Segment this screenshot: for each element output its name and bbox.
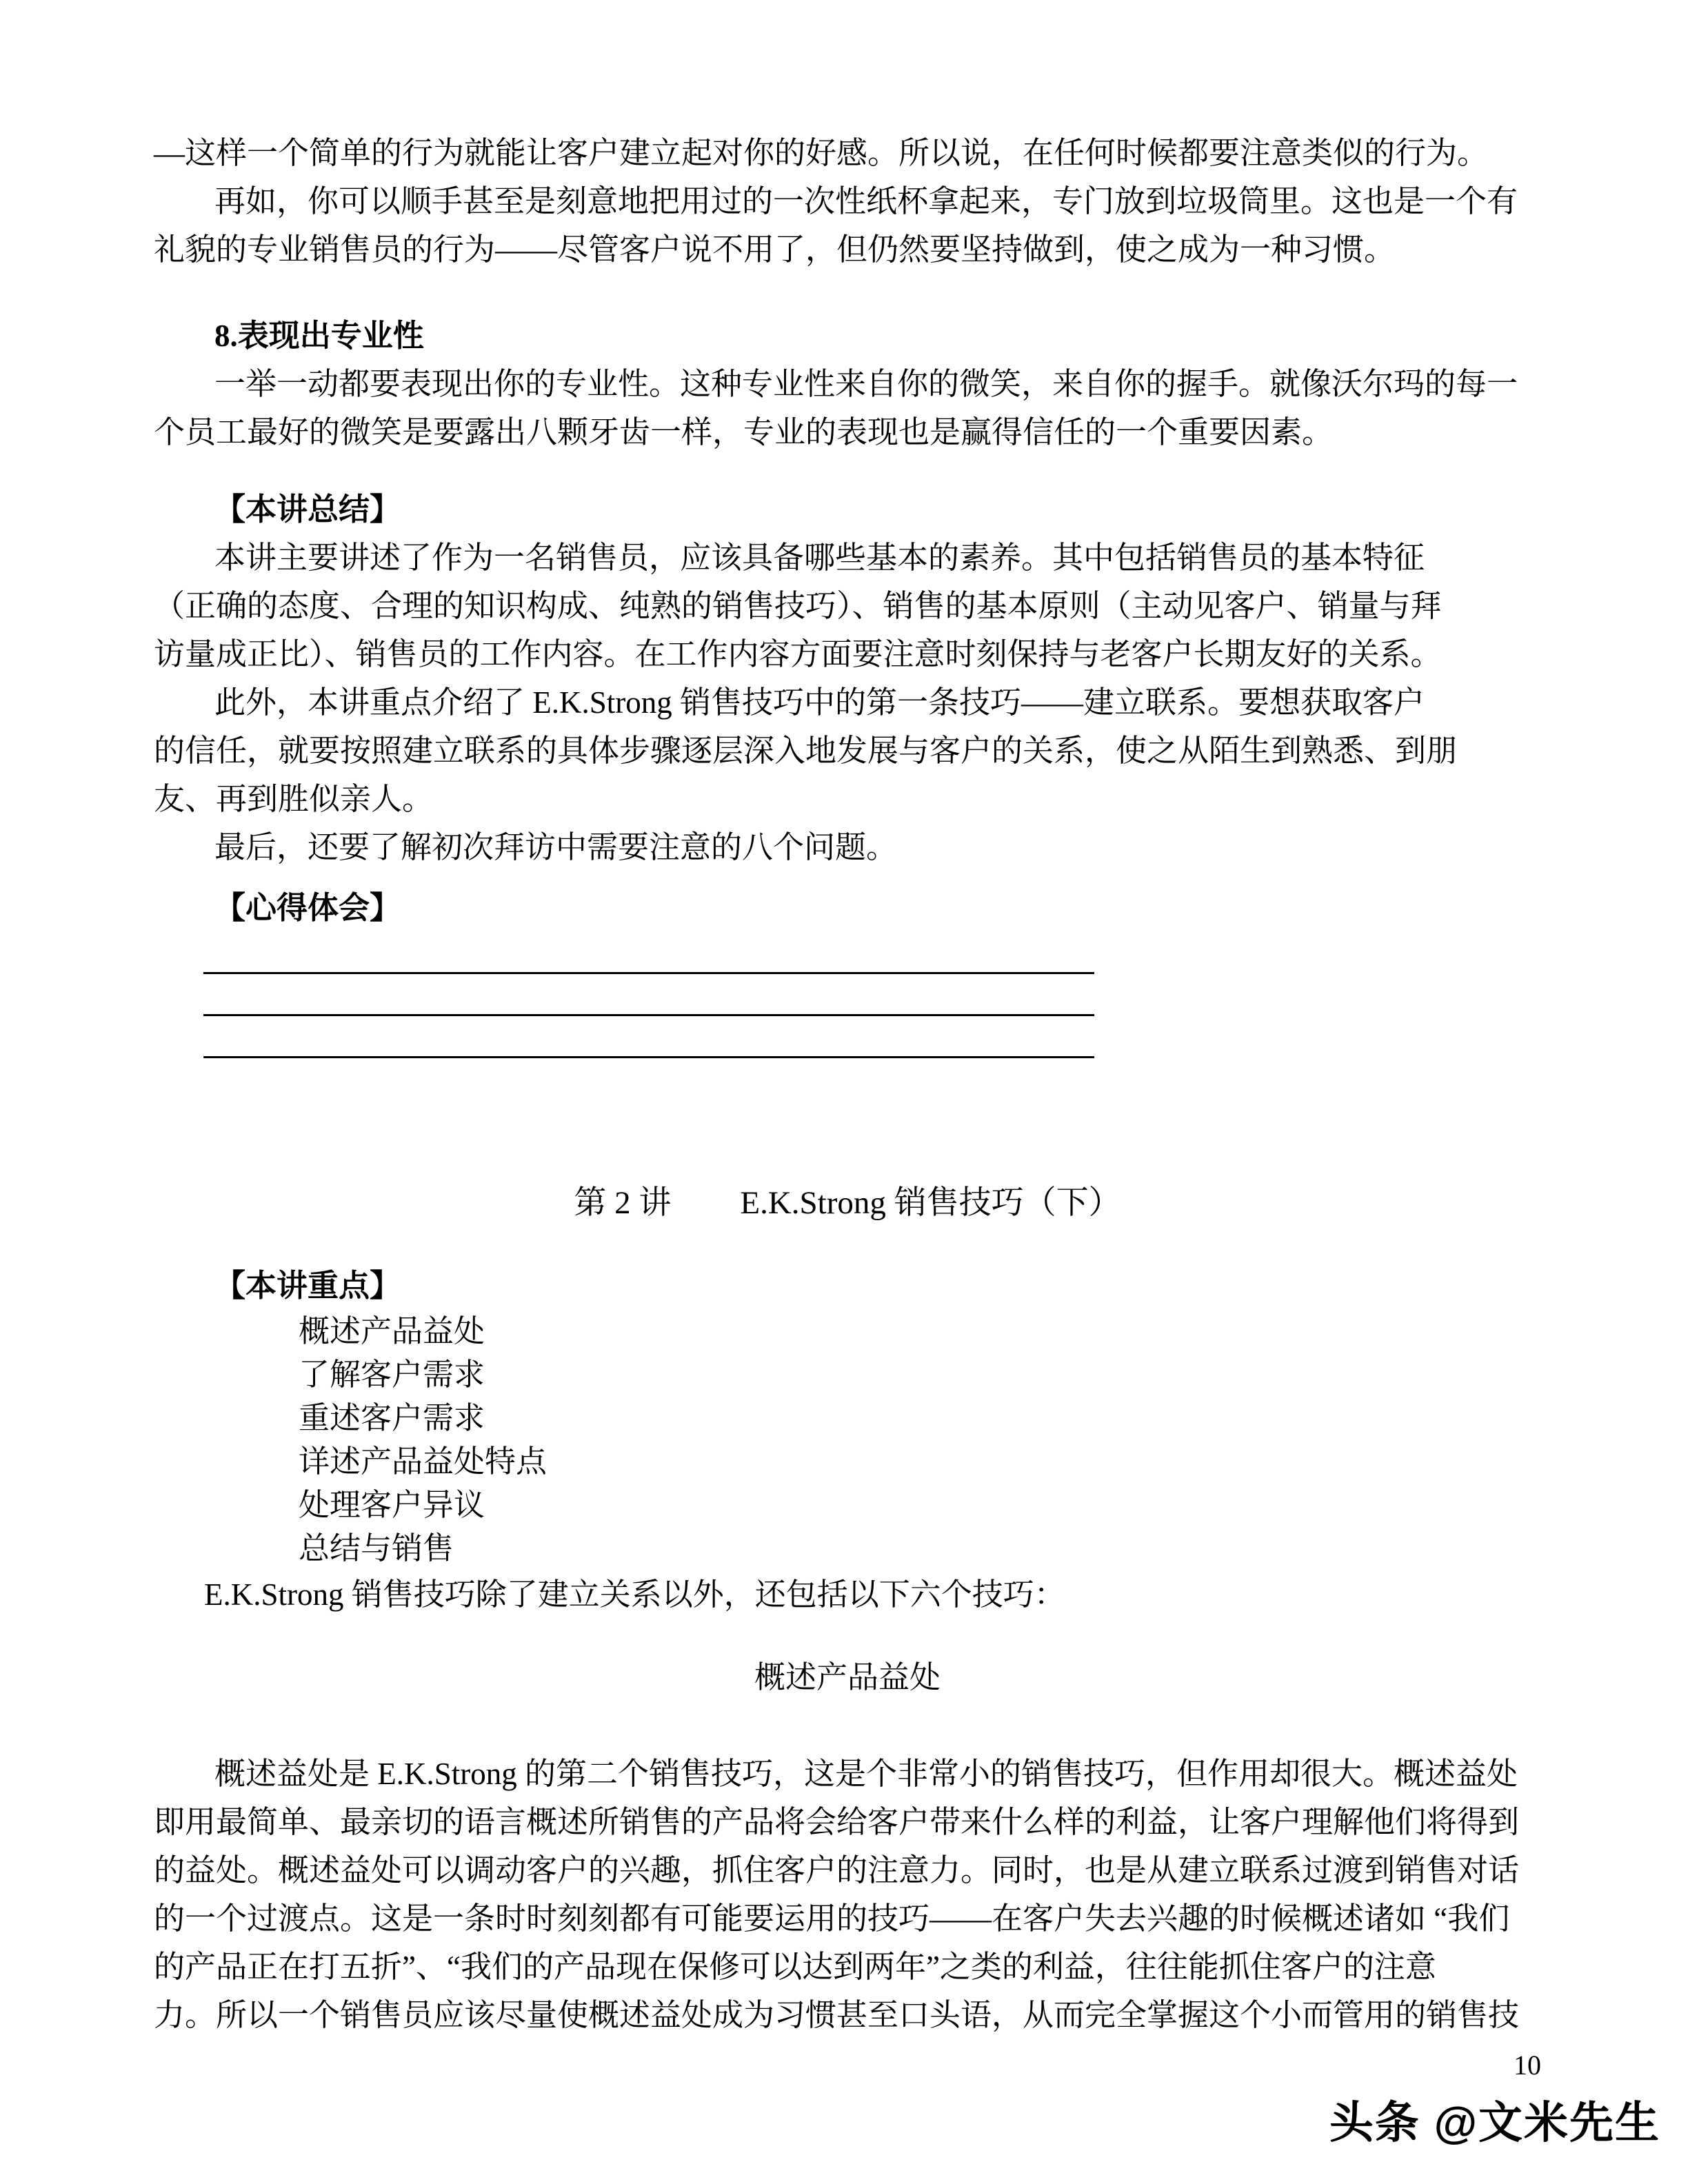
- body-text-line: 即用最简单、最亲切的语言概述所销售的产品将会给客户带来什么样的利益，让客户理解他们将得到: [154, 1805, 1520, 1839]
- key-point-item: 概述产品益处: [299, 1314, 485, 1348]
- paragraph-benefits: [154, 1750, 1541, 2039]
- paragraph-summary-1: [154, 534, 1541, 678]
- paragraph-summary-2: [154, 678, 1541, 823]
- body-text-line: —这样一个简单的行为就能让客户建立起对你的好感。所以说，在任何时候都要注意类似的行为。: [154, 136, 1489, 170]
- section-heading-lecture-summary: 【本讲总结】: [214, 492, 401, 527]
- key-point-item: 重述客户需求: [299, 1401, 485, 1435]
- key-point-item: 处理客户异议: [299, 1488, 485, 1522]
- section-heading-key-points: 【本讲重点】: [214, 1268, 401, 1303]
- body-text-line: 此外，本讲重点介绍了 E.K.Strong 销售技巧中的第一条技巧——建立联系。要想获取客户: [214, 685, 1425, 720]
- body-text-line: 的益处。概述益处可以调动客户的兴趣，抓住客户的注意力。同时，也是从建立联系过渡到销售对话: [154, 1853, 1520, 1888]
- writing-line: [203, 1016, 1094, 1058]
- body-text-line: 最后，还要了解初次拜访中需要注意的八个问题。: [214, 830, 898, 865]
- body-text-line: 访量成正比）、销售员的工作内容。在工作内容方面要注意时刻保持与老客户长期友好的关系。: [154, 637, 1442, 671]
- content-area: [154, 129, 1541, 2039]
- reflection-writing-area: [203, 932, 1094, 1058]
- chapter-name: E.K.Strong 销售技巧（下）: [740, 1185, 1121, 1221]
- body-text-line: 的信任，就要按照建立联系的具体步骤逐层深入地发展与客户的关系，使之从陌生到熟悉、到朋: [154, 734, 1458, 768]
- paragraph-summary-3: [154, 823, 1541, 871]
- key-points-list: [154, 1310, 1541, 1570]
- body-text-line: 的一个过渡点。这是一条时时刻刻都有可能要运用的技巧——在客户失去兴趣的时候概述诸如 “我们: [154, 1901, 1510, 1936]
- key-point-item: 总结与销售: [299, 1531, 454, 1566]
- body-text-line: 概述益处是 E.K.Strong 的第二个销售技巧，这是个非常小的销售技巧，但作用却很大。概述益处: [214, 1757, 1518, 1791]
- paragraph-continuation: [154, 129, 1541, 274]
- body-text-line: 再如，你可以顺手甚至是刻意地把用过的一次性纸杯拿起来，专门放到垃圾筒里。这也是一个有: [214, 184, 1518, 219]
- watermark: 头条 @文米先生: [1329, 2098, 1660, 2147]
- chapter-title: [154, 1179, 1541, 1227]
- writing-line: [203, 932, 1094, 974]
- page-number: 10: [1514, 2050, 1541, 2081]
- body-text-line: 友、再到胜似亲人。: [154, 782, 434, 816]
- chapter-number: 第 2 讲: [574, 1185, 672, 1221]
- body-text-line: 个员工最好的微笑是要露出八颗牙齿一样，专业的表现也是赢得信任的一个重要因素。: [154, 415, 1334, 449]
- body-text-line: 一举一动都要表现出你的专业性。这种专业性来自你的微笑，来自你的握手。就像沃尔玛的每一: [214, 367, 1518, 401]
- paragraph-professionalism: [154, 360, 1541, 456]
- section-heading-professionalism: 8.表现出专业性: [214, 318, 424, 353]
- section-heading-reflections: 【心得体会】: [214, 891, 401, 925]
- body-text-line: 的产品正在打五折”、“我们的产品现在保修可以达到两年”之类的利益，往往能抓住客户的注意: [154, 1950, 1436, 1984]
- body-text-line: （正确的态度、合理的知识构成、纯熟的销售技巧）、销售的基本原则（主动见客户、销量与拜: [154, 589, 1442, 623]
- subsection-heading-benefits: 概述产品益处: [754, 1660, 941, 1695]
- body-text-line: 礼貌的专业销售员的行为——尽管客户说不用了，但仍然要坚持做到，使之成为一种习惯。: [154, 232, 1396, 267]
- body-text-line: 本讲主要讲述了作为一名销售员，应该具备哪些基本的素养。其中包括销售员的基本特征: [214, 540, 1425, 575]
- key-point-item: 详述产品益处特点: [299, 1444, 547, 1479]
- key-point-item: 了解客户需求: [299, 1357, 485, 1392]
- writing-line: [203, 974, 1094, 1016]
- body-text-line: 力。所以一个销售员应该尽量使概述益处成为习惯甚至口头语，从而完全掌握这个小而管用的销售技: [154, 1998, 1520, 2032]
- body-text-line: E.K.Strong 销售技巧除了建立关系以外，还包括以下六个技巧：: [204, 1577, 1065, 1612]
